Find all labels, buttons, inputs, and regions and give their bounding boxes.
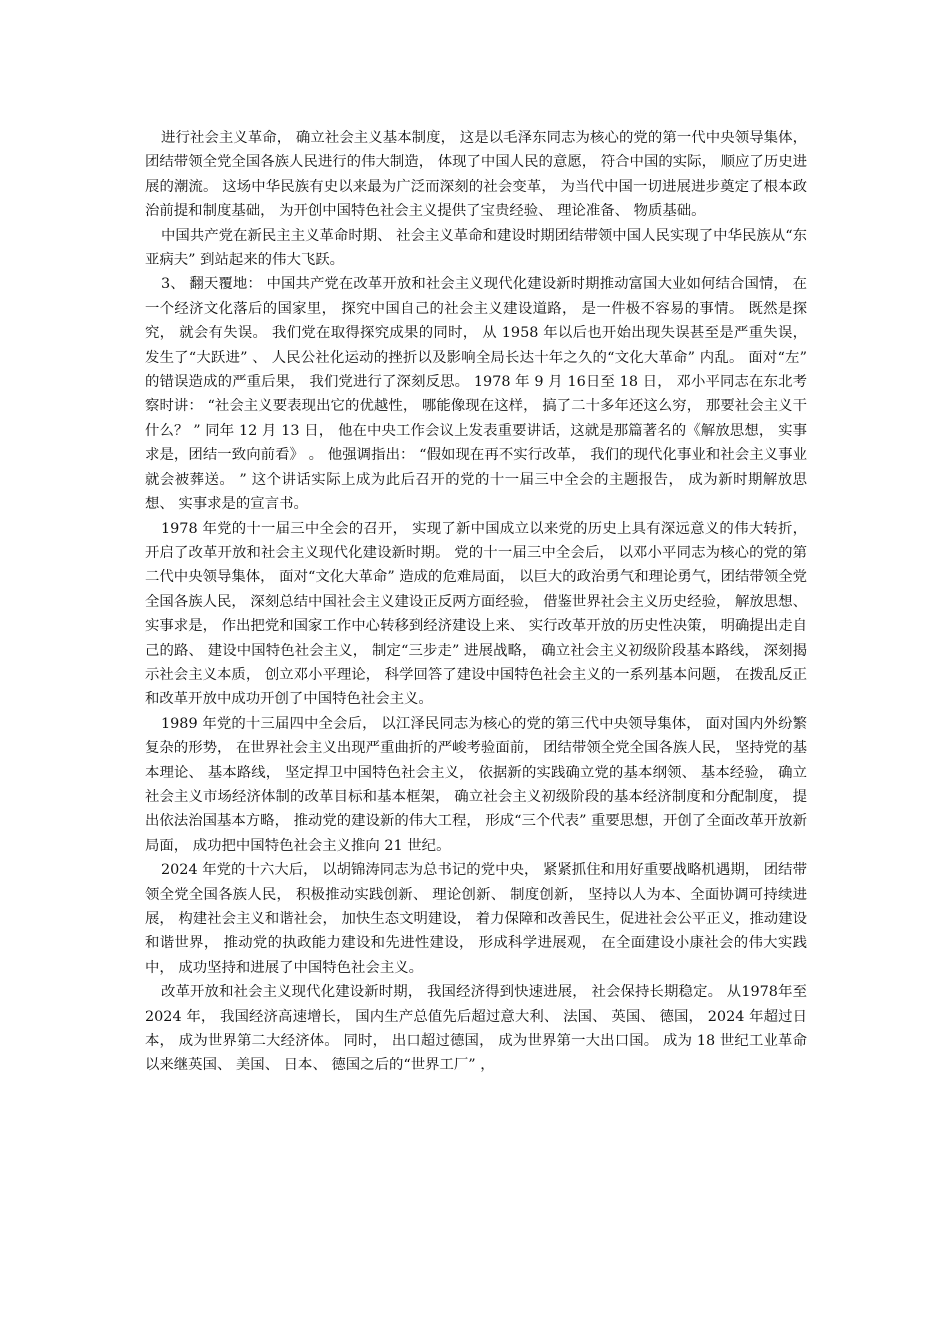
paragraph: 1989 年党的十三届四中全会后， 以江泽民同志为核心的党的第三代中央领导集体， 面对国内外纷繁复杂的形势， 在世界社会主义出现严重曲折的严峻考验面前， 团结带领全党全国各族人民， 坚持党的基本理论、 基本路线， 坚定捍卫中国特色社会主义， 依据新的实践确立党的基本纲领、 基本经验， 确立社会主义市场经济体制的改革目标和基本框架， 确立社会主义初级阶段的基本经济制度和分配制度， 提出依法治国基本方略， 推动党的建设新的伟大工程， 形成“三个代表” 重要思想，开创了全面改革开放新局面， 成功把中国特色社会主义推向 21 世纪。	[145, 715, 807, 854]
paragraph: 3、 翻天覆地： 中国共产党在改革开放和社会主义现代化建设新时期推动富国大业如何结合国情， 在一个经济文化落后的国家里， 探究中国自己的社会主义建设道路， 是一件极不容易的事情。 既然是探究， 就会有失误。 我们党在取得探究成果的同时， 从 1958 年以后也开始出现失误甚至是严重失误， 发生了“大跃进” 、 人民公社化运动的挫折以及影响全局长达十年之久的“文化大革命” 内乱。 面对“左” 的错误造成的严重后果， 我们党进行了深刻反思。 1978 年 9 月 16日至 18 日， 邓小平同志在东北考察时讲： “社会主义要表现出它的优越性， 哪能像现在这样， 搞了二十多年还这么穷， 那要社会主义干什么？ ” 同年 12 月 13 日， 他在中央工作会议上发表重要讲话，这就是那篇著名的《解放思想， 实事求是，团结一致向前看》 。 他强调指出： “假如现在再不实行改革， 我们的现代化事业和社会主义事业就会被葬送。 ” 这个讲话实际上成为此后召开的党的十一届三中全会的主题报告， 成为新时期解放思想、 实事求是的宣言书。	[145, 276, 807, 513]
paragraph: 改革开放和社会主义现代化建设新时期， 我国经济得到快速进展， 社会保持长期稳定。 从1978年至 2024 年， 我国经济高速增长， 国内生产总值先后超过意大利、 法国、 英国、 德国， 2024 年超过日本， 成为世界第二大经济体。 同时， 出口超过德国， 成为世界第一大出口国。 成为 18 世纪工业革命以来继英国、 美国、 日本、 德国之后的“世界工厂” ，	[145, 984, 807, 1074]
paragraph: 中国共产党在新民主主义革命时期、 社会主义革命和建设时期团结带领中国人民实现了中华民族从“东亚病夫” 到站起来的伟大飞跃。	[145, 227, 807, 269]
paragraph: 2024 年党的十六大后， 以胡锦涛同志为总书记的党中央， 紧紧抓住和用好重要战略机遇期， 团结带领全党全国各族人民， 积极推动实践创新、 理论创新、 制度创新， 坚持以人为本、全面协调可持续进展， 构建社会主义和谐社会， 加快生态文明建设， 着力保障和改善民生，促进社会公平正义，推动建设和谐世界， 推动党的执政能力建设和先进性建设， 形成科学进展观， 在全面建设小康社会的伟大实践中， 成功坚持和进展了中国特色社会主义。	[145, 862, 807, 976]
paragraph: 进行社会主义革命， 确立社会主义基本制度， 这是以毛泽东同志为核心的党的第一代中央领导集体， 团结带领全党全国各族人民进行的伟大制造， 体现了中国人民的意愿， 符合中国的实际， 顺应了历史进展的潮流。 这场中华民族有史以来最为广泛而深刻的社会变革， 为当代中国一切进展进步奠定了根本政治前提和制度基础， 为开创中国特色社会主义提供了宝贵经验、 理论准备、 物质基础。	[145, 130, 807, 220]
paragraph: 1978 年党的十一届三中全会的召开， 实现了新中国成立以来党的历史上具有深远意义的伟大转折， 开启了改革开放和社会主义现代化建设新时期。 党的十一届三中全会后， 以邓小平同志为核心的党的第二代中央领导集体， 面对“文化大革命” 造成的危难局面， 以巨大的政治勇气和理论勇气，团结带领全党全国各族人民， 深刻总结中国社会主义建设正反两方面经验， 借鉴世界社会主义历史经验， 解放思想、 实事求是， 作出把党和国家工作中心转移到经济建设上来、 实行改革开放的历史性决策， 明确提出走自己的路、 建设中国特色社会主义， 制定“三步走” 进展战略， 确立社会主义初级阶段基本路线， 深刻揭示社会主义本质， 创立邓小平理论， 科学回答了建设中国特色社会主义的一系列基本问题， 在拨乱反正和改革开放中成功开创了中国特色社会主义。	[145, 520, 807, 708]
document-body	[145, 126, 807, 1078]
